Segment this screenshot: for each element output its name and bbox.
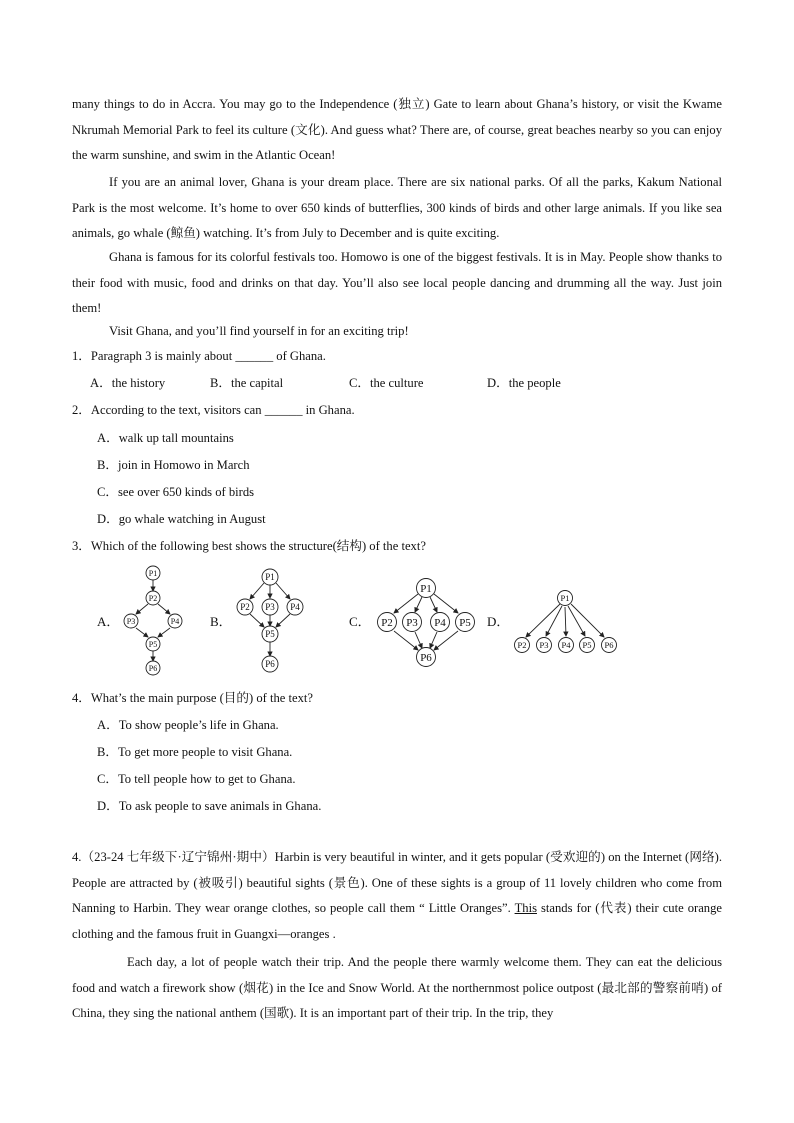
question-4-option-a: A．To show people’s life in Ghana. (97, 718, 279, 732)
node-b-p1: P1 (265, 572, 275, 582)
question-4-stem: 4．What’s the main purpose (目的) of the text? (72, 691, 313, 705)
node-d-p3: P3 (539, 640, 549, 650)
node-d-p1: P1 (560, 593, 570, 603)
question-1-stem: 1．Paragraph 3 is mainly about ______ of Ghana. (72, 349, 326, 363)
question-3-option-a: A． (97, 614, 120, 629)
node-c-p6: P6 (420, 652, 432, 664)
node-b-p2: P2 (240, 602, 250, 612)
question-1-option-d: D．the people (487, 376, 561, 390)
question-2-option-b: B．join in Homowo in March (97, 458, 250, 472)
question-3-option-b: B． (210, 614, 232, 629)
node-d-p6: P6 (604, 640, 614, 650)
node-c-p2: P2 (381, 617, 393, 629)
question-2-option-c: C．see over 650 kinds of birds (97, 485, 255, 499)
node-a-p2: P2 (148, 594, 158, 603)
question-4-option-b: B．To get more people to visit Ghana. (97, 745, 293, 759)
passage-2-paragraph-1: 4.（23-24 七年级下·辽宁锦州·期中）Harbin is very beautiful in winter, and it gets popular (受欢迎的) on the Internet (网络). People are attracted by (被吸引) beautiful sights (景色). One of these sights is a group of 11 lovely children who come from Nanning to Harbin. They wear orange clothes, so people call them “ Little Oranges”. This stands for (代表) their cute orange clothing and the famous fruit in Guangxi—oranges . (72, 850, 722, 941)
node-b-p4: P4 (290, 602, 300, 612)
node-b-p6: P6 (265, 659, 275, 669)
node-c-p5: P5 (459, 617, 471, 629)
node-b-p3: P3 (265, 602, 275, 612)
node-a-p6: P6 (148, 664, 158, 673)
question-3-stem: 3．Which of the following best shows the structure(结构) of the text? (72, 539, 426, 553)
question-1-option-a: A．the history (90, 376, 166, 390)
node-a-p3: P3 (126, 617, 136, 626)
node-a-p4: P4 (170, 617, 180, 626)
question-1-option-c: C．the culture (349, 376, 424, 390)
question-2-option-a: A．walk up tall mountains (97, 431, 234, 445)
paragraph-2: many things to do in Accra. You may go to the Independence (独立) Gate to learn about Ghana’s history, or visit the Kwame Nkrumah Memorial Park to feel its culture (文化). And guess what? There are, of course, great beaches nearby so you can enjoy the warm sunshine, and swim in the Atlantic Ocean! (72, 97, 722, 162)
node-c-p1: P1 (420, 583, 432, 595)
question-1-option-b: B．the capital (210, 376, 284, 390)
question-4-option-d: D．To ask people to save animals in Ghana. (97, 799, 322, 813)
node-a-p5: P5 (148, 640, 158, 649)
paragraph-5: Visit Ghana, and you’ll find yourself in for an exciting trip! (109, 324, 409, 338)
paragraph-3: If you are an animal lover, Ghana is your dream place. There are six national parks. Of all the parks, Kakum National Park is the most welcome. It’s home to over 650 kinds of butterflies, 300 kinds of birds and other large animals. If you like sea animals, go whale (鲸鱼) watching. It’s from July to December and is quite exciting. (72, 175, 722, 240)
question-3-option-d: D． (487, 614, 510, 629)
question-4-option-c: C．To tell people how to get to Ghana. (97, 772, 296, 786)
question-2-stem: 2．According to the text, visitors can ______ in Ghana. (72, 403, 355, 417)
underlined-word-this: This (514, 901, 537, 915)
node-c-p3: P3 (406, 617, 418, 629)
node-d-p5: P5 (582, 640, 592, 650)
paragraph-4: Ghana is famous for its colorful festivals too. Homowo is one of the biggest festivals. It is in May. People show thanks to their food with music, food and drinks on that day. You’ll also see local people dancing and drumming all the way. Just join them! (72, 250, 722, 315)
node-a-p1: P1 (148, 569, 158, 578)
node-c-p4: P4 (434, 617, 446, 629)
structure-diagrams (0, 560, 794, 680)
passage-2-paragraph-2: Each day, a lot of people watch their trip. And the people there warmly welcome them. They can eat the delicious food and watch a firework show (烟花) in the Ice and Snow World. At the northernmost police outpost (最北部的警察前哨) of China, they sing the national anthem (国歌). It is an important part of their trip. In the trip, they (72, 955, 722, 1020)
question-2-option-d: D．go whale watching in August (97, 512, 266, 526)
node-b-p5: P5 (265, 629, 275, 639)
node-d-p4: P4 (561, 640, 571, 650)
question-3-option-c: C． (349, 614, 371, 629)
node-d-p2: P2 (517, 640, 527, 650)
